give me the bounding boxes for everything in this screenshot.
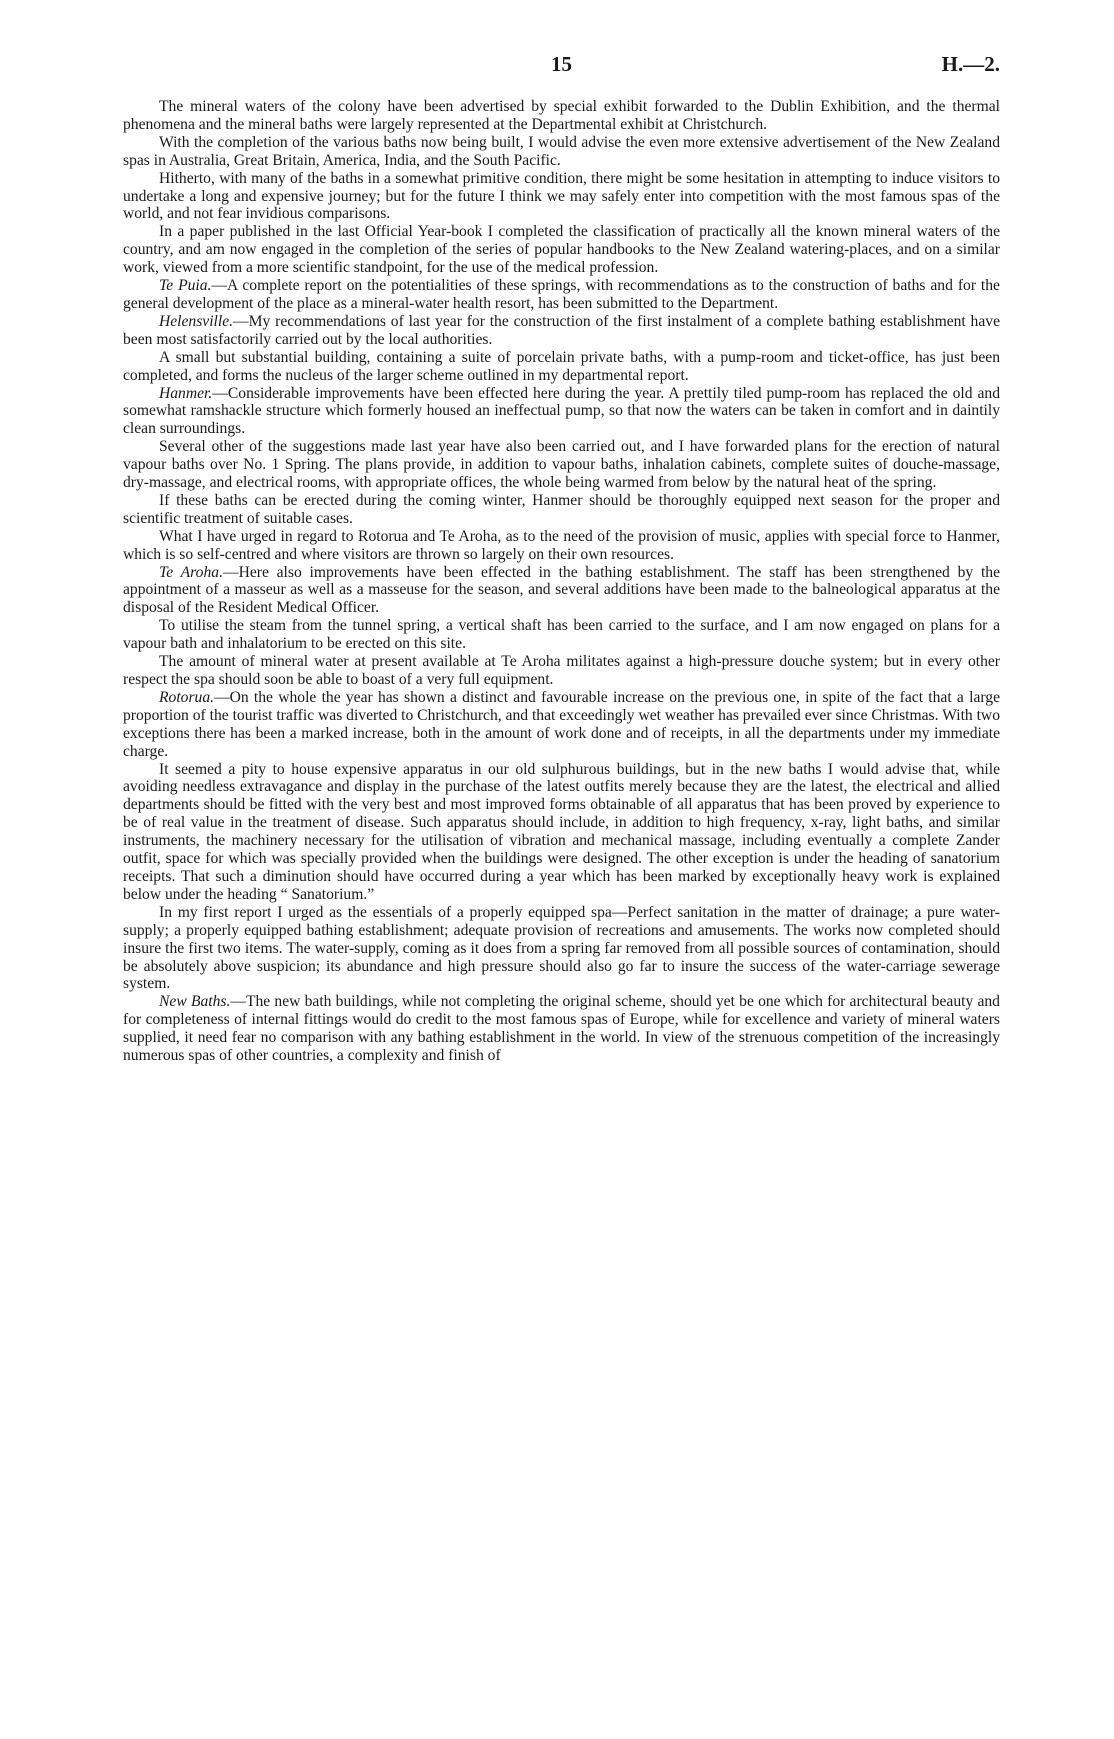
paragraph-heading: Te Aroha.	[159, 563, 223, 581]
paragraph-text: What I have urged in regard to Rotorua and Te Aroha, as to the need of the provision of music, applies with special force to Hanmer, which is so self-centred and where visitors are thrown so largely on their own resources.	[123, 527, 1000, 563]
paragraph-text: The amount of mineral water at present available at Te Aroha militates against a high-pressure douche system; but in every other respect the spa should soon be able to boast of a very full equipment.	[123, 653, 1000, 688]
paragraph-text: —Considerable improvements have been effected here during the year. A prettily tiled pump-room has replaced the old and somewhat ramshackle structure which formerly housed an ineffectual pump, so that now the waters can be taken in comfort and in daintily clean surroundings.	[123, 384, 1000, 438]
paragraph-heading: Hanmer.	[159, 384, 213, 402]
paragraph-text: A small but substantial building, containing a suite of porcelain private baths, with a pump-room and ticket-office, has just been completed, and forms the nucleus of the larger scheme outlined in my departmental report.	[123, 348, 1000, 384]
paragraph-text: With the completion of the various baths now being built, I would advise the even more extensive advertisement of the New Zealand spas in Australia, Great Britain, America, India, and the South Pacific.	[123, 133, 1000, 169]
page-header	[123, 52, 1000, 82]
paragraph	[123, 564, 1000, 618]
paragraph	[123, 223, 1000, 277]
paragraph	[123, 438, 1000, 492]
paragraph	[123, 170, 1000, 224]
paragraph-text: Several other of the suggestions made last year have also been carried out, and I have forwarded plans for the erection of natural vapour baths over No. 1 Spring. The plans provide, in addition to vapour baths, inhalation cabinets, complete suites of douche-massage, dry-massage, and electrical rooms, with appropriate offices, the whole being warmed from below by the natural heat of the spring.	[123, 438, 1000, 492]
paragraph	[123, 761, 1000, 904]
paragraph-text: —On the whole the year has shown a distinct and favourable increase on the previous one, in spite of the fact that a large proportion of the tourist traffic was diverted to Christchurch, and that exceedingly wet weather has prevailed ever since Christmas. With two exceptions there has been a marked increase, both in the amount of work done and of receipts, in all the departments under my immediate charge.	[123, 688, 1000, 760]
paragraph	[123, 277, 1000, 313]
paragraph-text: In my first report I urged as the essentials of a properly equipped spa—Perfect sanitation in the matter of drainage; a pure water-supply; a properly equipped bathing establishment; adequate provision of recreations and amusements. The works now completed should insure the first two items. The water-supply, coming as it does from a spring far removed from all possible sources of contamination, should be absolutely above suspicion; its abundance and high pressure should also go far to insure the success of the water-carriage sewerage system.	[123, 903, 1000, 993]
document-page	[123, 52, 1000, 1065]
paragraph	[123, 653, 1000, 689]
paragraph-heading: Te Puia.	[159, 277, 212, 295]
paragraph	[123, 349, 1000, 385]
paragraph	[123, 313, 1000, 349]
paragraph	[123, 689, 1000, 761]
paragraph	[123, 492, 1000, 528]
paragraph-text: —A complete report on the potentialities of these springs, with recommendations as to the construction of baths and for the general development of the place as a mineral-water health resort, has been submitted to the Department.	[123, 277, 1000, 312]
paragraph	[123, 385, 1000, 439]
paragraph-text: The mineral waters of the colony have been advertised by special exhibit forwarded to the Dublin Exhibition, and the thermal phenomena and the mineral baths were largely represented at the Departmental exhibit at Christchurch.	[123, 98, 1000, 133]
paragraph-text: If these baths can be erected during the coming winter, Hanmer should be thoroughly equipped next season for the proper and scientific treatment of suitable cases.	[123, 491, 1000, 527]
paragraph-text: To utilise the steam from the tunnel spring, a vertical shaft has been carried to the surface, and I am now engaged on plans for a vapour bath and inhalatorium to be erected on this site.	[123, 617, 1000, 653]
paragraph	[123, 617, 1000, 653]
paragraph	[123, 904, 1000, 994]
paragraph-text: —My recommendations of last year for the construction of the first instalment of a complete bathing establishment have been most satisfactorily carried out by the local authorities.	[123, 312, 1000, 348]
paragraph-text: —Here also improvements have been effected in the bathing establishment. The staff has been strengthened by the appointment of a masseur as well as a masseuse for the season, and several additions have been made to the balneological apparatus at the disposal of the Resident Medical Officer.	[123, 563, 1000, 617]
document-reference: H.—2.	[941, 52, 1000, 76]
paragraph	[123, 993, 1000, 1065]
body-text	[123, 98, 1000, 1065]
paragraph-text: —The new bath buildings, while not completing the original scheme, should yet be one which for architectural beauty and for completeness of internal fittings would do credit to the most famous spas of Europe, while for excellence and variety of mineral waters supplied, it need fear no comparison with any bathing establishment in the world. In view of the strenuous competition of the increasingly numerous spas of other countries, a complexity and finish of	[123, 993, 1000, 1065]
paragraph-heading: New Baths.	[159, 993, 231, 1011]
paragraph-text: In a paper published in the last Official Year-book I completed the classification of practically all the known mineral waters of the country, and am now engaged in the completion of the series of popular handbooks to the New Zealand watering-places, and on a similar work, viewed from a more scientific standpoint, for the use of the medical profession.	[123, 223, 1000, 277]
paragraph-heading: Helensville.	[159, 312, 234, 330]
paragraph-heading: Rotorua.	[159, 688, 215, 706]
paragraph	[123, 134, 1000, 170]
paragraph-text: It seemed a pity to house expensive apparatus in our old sulphurous buildings, but in the new baths I would advise that, while avoiding needless extravagance and display in the purchase of the latest outfits merely because they are the latest, the electrical and allied departments should be fitted with the very best and most improved forms obtainable of all apparatus that has been proved by experience to be of real value in the treatment of disease. Such apparatus should include, in addition to high frequency, x-ray, light baths, and similar instruments, the machinery necessary for the utilisation of vibration and mechanical massage, including eventually a complete Zander outfit, space for which was specially provided when the buildings were designed. The other exception is under the heading of sanatorium receipts. That such a diminution should have occurred during a year which has been marked by exceptionally heavy work is explained below under the heading “ Sanatorium.”	[123, 760, 1000, 903]
paragraph	[123, 528, 1000, 564]
paragraph	[123, 98, 1000, 134]
page-number: 15	[551, 52, 572, 76]
paragraph-text: Hitherto, with many of the baths in a somewhat primitive condition, there might be some hesitation in attempting to induce visitors to undertake a long and expensive journey; but for the future I think we may safely enter into competition with the most famous spas of the world, and not fear invidious comparisons.	[123, 169, 1000, 223]
